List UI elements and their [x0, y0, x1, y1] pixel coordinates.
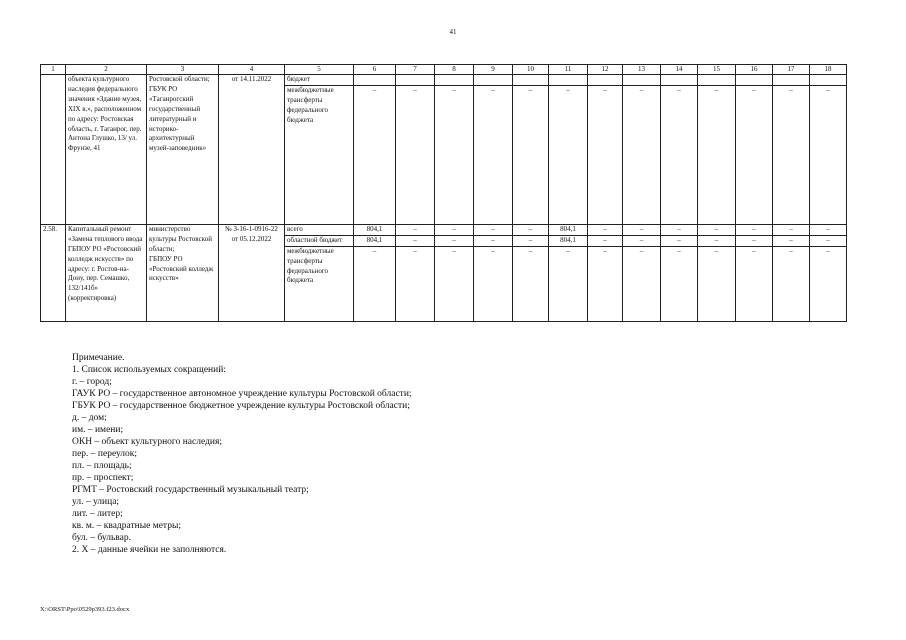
value-cell	[354, 75, 396, 86]
value-cell	[661, 75, 698, 86]
header-cell: 6	[354, 65, 396, 75]
funding-source-cell: областной бюджет	[285, 235, 354, 246]
value-cell: –	[474, 235, 513, 246]
value-cell: –	[623, 235, 661, 246]
header-cell: 10	[513, 65, 549, 75]
value-cell	[773, 75, 810, 86]
document-cell: от 14.11.2022	[219, 75, 285, 225]
value-cell: –	[588, 235, 623, 246]
header-cell: 3	[147, 65, 219, 75]
header-cell: 2	[66, 65, 147, 75]
header-cell: 12	[588, 65, 623, 75]
value-cell: –	[354, 246, 396, 321]
note-line: д. – дом;	[72, 413, 107, 423]
value-cell: –	[435, 85, 474, 224]
value-cell: –	[698, 224, 736, 235]
value-cell: –	[513, 224, 549, 235]
value-cell: –	[661, 246, 698, 321]
value-cell: –	[661, 224, 698, 235]
note-line: пер. – переулок;	[72, 449, 138, 459]
value-cell: –	[698, 246, 736, 321]
value-cell: –	[661, 235, 698, 246]
budget-table	[40, 64, 847, 322]
value-cell: –	[549, 85, 588, 224]
notes-title: Примечание.	[72, 353, 125, 363]
table-row	[41, 224, 847, 235]
value-cell: –	[588, 85, 623, 224]
value-cell: –	[396, 246, 435, 321]
row-number-cell	[41, 75, 66, 225]
note-line: 2. Х – данные ячейки не заполняются.	[72, 545, 227, 555]
header-cell: 14	[661, 65, 698, 75]
header-cell: 4	[219, 65, 285, 75]
value-cell: –	[736, 235, 773, 246]
value-cell: –	[396, 85, 435, 224]
funding-source-cell: межбюджетные трансферты федерального бюджета	[285, 85, 354, 224]
value-cell	[623, 75, 661, 86]
value-cell	[810, 75, 847, 86]
value-cell: –	[588, 224, 623, 235]
value-cell: –	[474, 224, 513, 235]
header-cell: 9	[474, 65, 513, 75]
note-line: пл. – площадь;	[72, 461, 132, 471]
note-line: кв. м. – квадратные метры;	[72, 521, 181, 531]
note-line: 1. Список используемых сокращений:	[72, 365, 226, 375]
value-cell: –	[513, 85, 549, 224]
document-file-path: X:\ORST\Ppo\0529p393.f23.docx	[40, 606, 130, 613]
value-cell: –	[773, 235, 810, 246]
header-cell: 8	[435, 65, 474, 75]
value-cell: –	[810, 224, 847, 235]
value-cell: 804,1	[549, 235, 588, 246]
table-header-row	[41, 65, 847, 75]
value-cell: –	[810, 235, 847, 246]
value-cell	[698, 75, 736, 86]
value-cell: –	[588, 246, 623, 321]
header-cell: 11	[549, 65, 588, 75]
header-cell: 5	[285, 65, 354, 75]
note-line: пр. – проспект;	[72, 473, 134, 483]
value-cell: –	[435, 224, 474, 235]
header-cell: 1	[41, 65, 66, 75]
value-cell: –	[736, 246, 773, 321]
note-line: им. – имени;	[72, 425, 124, 435]
note-line: РГМТ – Ростовский государственный музыкальный театр;	[72, 485, 309, 495]
value-cell: –	[435, 246, 474, 321]
header-cell: 18	[810, 65, 847, 75]
object-name-cell: Капитальный ремонт «Замена теплового ввода ГБПОУ РО «Ростовский колледж искусств» по адресу: г. Ростов-на-Дону, пер. Семашко, 132/141б» (корректировка)	[66, 224, 147, 321]
value-cell: –	[661, 85, 698, 224]
value-cell: –	[474, 85, 513, 224]
value-cell: –	[623, 224, 661, 235]
value-cell: –	[736, 85, 773, 224]
header-cell: 15	[698, 65, 736, 75]
note-line: ул. – улица;	[72, 497, 120, 507]
funding-source-cell: бюджет	[285, 75, 354, 86]
document-cell: № 3-16-1-0916-22 от 05.12.2022	[219, 224, 285, 321]
value-cell: –	[513, 235, 549, 246]
note-line: ОКН – объект культурного наследия;	[72, 437, 222, 447]
value-cell	[435, 75, 474, 86]
value-cell	[396, 75, 435, 86]
funding-source-cell: всего	[285, 224, 354, 235]
value-cell	[588, 75, 623, 86]
value-cell	[474, 75, 513, 86]
value-cell: 804,1	[354, 235, 396, 246]
header-cell: 7	[396, 65, 435, 75]
value-cell: –	[623, 246, 661, 321]
value-cell: –	[698, 85, 736, 224]
object-name-cell: объекта культурного наследия федерального значения «Здание музея, XIX в.», расположенном по адресу: Ростовская область, г. Таганрог, пер. Антона Глушко, 13/ ул. Фрунзе, 41	[66, 75, 147, 225]
funding-source-cell: межбюджетные трансферты федерального бюджета	[285, 246, 354, 321]
note-line: бул. – бульвар.	[72, 533, 131, 543]
header-cell: 17	[773, 65, 810, 75]
value-cell	[736, 75, 773, 86]
value-cell: –	[396, 235, 435, 246]
value-cell: 804,1	[549, 224, 588, 235]
note-line: г. – город;	[72, 377, 112, 387]
value-cell	[513, 75, 549, 86]
value-cell: –	[773, 246, 810, 321]
value-cell: –	[435, 235, 474, 246]
header-cell: 13	[623, 65, 661, 75]
value-cell: –	[354, 85, 396, 224]
value-cell	[549, 75, 588, 86]
page-number: 41	[449, 28, 457, 36]
notes-block	[72, 352, 412, 556]
value-cell: –	[396, 224, 435, 235]
row-number-cell: 2.58.	[41, 224, 66, 321]
value-cell: –	[810, 246, 847, 321]
value-cell: –	[773, 224, 810, 235]
value-cell: –	[549, 246, 588, 321]
responsible-cell: Ростовской области; ГБУК РО «Таганрогский государственный литературный и историко-архитектурный музей-заповедник»	[147, 75, 219, 225]
note-line: ГАУК РО – государственное автономное учреждение культуры Ростовской области;	[72, 389, 412, 399]
value-cell: 804,1	[354, 224, 396, 235]
value-cell: –	[474, 246, 513, 321]
table-row	[41, 75, 847, 86]
value-cell: –	[698, 235, 736, 246]
note-line: лит. – литер;	[72, 509, 123, 519]
value-cell: –	[810, 85, 847, 224]
value-cell: –	[513, 246, 549, 321]
header-cell: 16	[736, 65, 773, 75]
note-line: ГБУК РО – государственное бюджетное учреждение культуры Ростовской области;	[72, 401, 410, 411]
value-cell: –	[773, 85, 810, 224]
value-cell: –	[736, 224, 773, 235]
value-cell: –	[623, 85, 661, 224]
responsible-cell: министерство культуры Ростовской области; ГБПОУ РО «Ростовский колледж искусств»	[147, 224, 219, 321]
